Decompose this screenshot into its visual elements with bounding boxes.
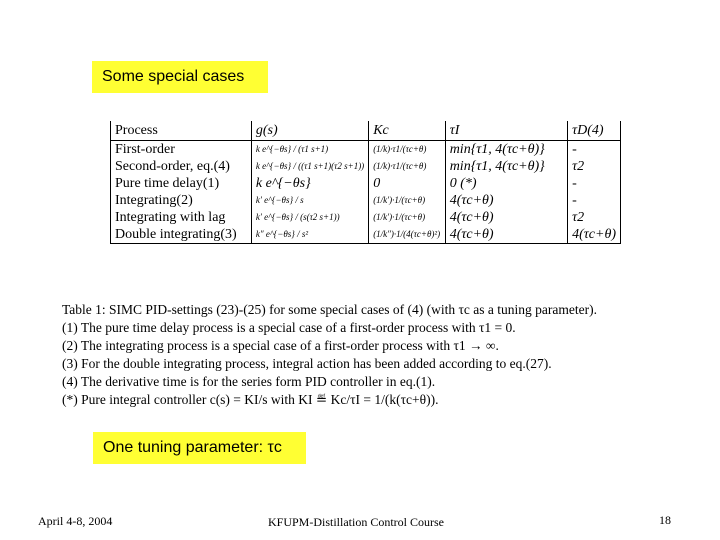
- header-taud: τD(4): [568, 121, 621, 141]
- cell-taud: τ2: [568, 158, 621, 175]
- slide-title: Some special cases: [102, 68, 245, 85]
- cell-process: First-order: [111, 141, 252, 159]
- caption-note: (4) The derivative time is for the series form PID controller in eq.(1).: [62, 374, 436, 389]
- cell-kc: (1/k′)·1/(τc+θ): [369, 192, 446, 209]
- cell-process: Integrating with lag: [111, 209, 252, 226]
- cell-taud: -: [568, 192, 621, 209]
- cell-taud: 4(τc+θ): [568, 226, 621, 244]
- cell-gs: k e^{−θs}: [251, 175, 368, 192]
- header-taui: τI: [445, 121, 567, 141]
- header-kc: Kc: [369, 121, 446, 141]
- table-header-row: [111, 121, 621, 141]
- cell-taui: 0 (*): [445, 175, 567, 192]
- table-caption: [62, 301, 702, 409]
- cell-process: Double integrating(3): [111, 226, 252, 244]
- cell-kc: (1/k′)·1/(τc+θ): [369, 209, 446, 226]
- cell-taui: 4(τc+θ): [445, 209, 567, 226]
- slide-title-box: [92, 61, 268, 93]
- cell-taud: -: [568, 141, 621, 159]
- caption-note: (2) The integrating process is a special case of a first-order process with τ1 → ∞.: [62, 338, 499, 353]
- cell-taui: min{τ1, 4(τc+θ)}: [445, 141, 567, 159]
- table-row: [111, 226, 621, 244]
- cell-gs: k″ e^{−θs} / s²: [251, 226, 368, 244]
- cell-kc: 0: [369, 175, 446, 192]
- cell-gs: k e^{−θs} / (τ1 s+1): [251, 141, 368, 159]
- cell-process: Second-order, eq.(4): [111, 158, 252, 175]
- cell-taui: min{τ1, 4(τc+θ)}: [445, 158, 567, 175]
- header-gs: g(s): [251, 121, 368, 141]
- table-row: [111, 158, 621, 175]
- cell-kc: (1/k)·τ1/(τc+θ): [369, 141, 446, 159]
- footer-course: KFUPM-Distillation Control Course: [268, 515, 445, 529]
- table-row: [111, 141, 621, 159]
- simc-table: [110, 121, 621, 244]
- footer-page-number: 18: [659, 513, 671, 527]
- footer-date: April 4-8, 2004: [38, 514, 113, 528]
- cell-taui: 4(τc+θ): [445, 192, 567, 209]
- caption-title: Table 1: SIMC PID-settings (23)-(25) for some special cases of (4) (with τc as a tuning parameter).: [62, 302, 597, 317]
- cell-gs: k′ e^{−θs} / s: [251, 192, 368, 209]
- caption-note: (*) Pure integral controller c(s) = KI/s with KI ≝ Kc/τI = 1/(k(τc+θ)).: [62, 392, 439, 407]
- caption-note: (3) For the double integrating process, integral action has been added according to eq.(27).: [62, 356, 552, 371]
- cell-gs: k′ e^{−θs} / (s(τ2 s+1)): [251, 209, 368, 226]
- cell-gs: k e^{−θs} / ((τ1 s+1)(τ2 s+1)): [251, 158, 368, 175]
- cell-process: Pure time delay(1): [111, 175, 252, 192]
- header-process: Process: [111, 121, 252, 141]
- table-row: [111, 192, 621, 209]
- tuning-parameter-text: One tuning parameter: τc: [103, 439, 282, 456]
- cell-kc: (1/k″)·1/(4(τc+θ)²): [369, 226, 446, 244]
- table-row: [111, 209, 621, 226]
- cell-taud: τ2: [568, 209, 621, 226]
- cell-process: Integrating(2): [111, 192, 252, 209]
- cell-taui: 4(τc+θ): [445, 226, 567, 244]
- tuning-parameter-box: [93, 432, 306, 464]
- caption-note: (1) The pure time delay process is a special case of a first-order process with τ1 = 0.: [62, 320, 516, 335]
- table-row: [111, 175, 621, 192]
- cell-kc: (1/k)·τ1/(τc+θ): [369, 158, 446, 175]
- cell-taud: -: [568, 175, 621, 192]
